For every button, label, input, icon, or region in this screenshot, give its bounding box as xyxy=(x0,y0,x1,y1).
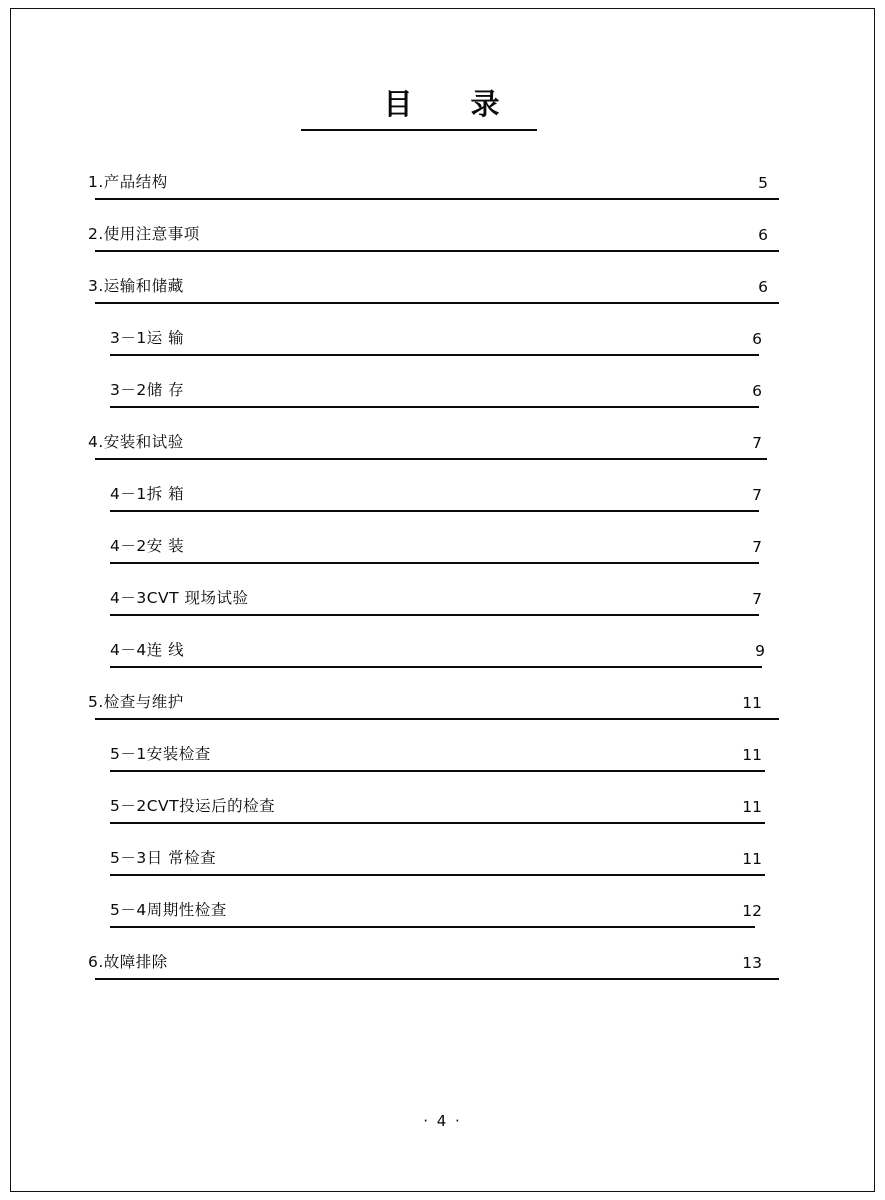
toc-entry-page-number: 5 xyxy=(758,174,768,192)
toc-entry-label: 5－1安装检查 xyxy=(110,745,211,763)
toc-entry-rule xyxy=(110,562,759,564)
toc-entry-label: 5－3日 常检查 xyxy=(110,849,217,867)
toc-entry-rule xyxy=(110,926,755,928)
toc-entry[interactable] xyxy=(0,620,885,672)
toc-entry-rule xyxy=(95,458,767,460)
table-of-contents xyxy=(0,152,885,984)
toc-entry[interactable] xyxy=(0,880,885,932)
toc-entry[interactable] xyxy=(0,516,885,568)
toc-entry[interactable] xyxy=(0,932,885,984)
toc-entry-rule xyxy=(95,198,779,200)
toc-entry[interactable] xyxy=(0,256,885,308)
toc-entry-page-number: 7 xyxy=(752,590,762,608)
toc-entry-page-number: 13 xyxy=(742,954,762,972)
toc-entry-page-number: 9 xyxy=(755,642,765,660)
toc-entry-label: 2.使用注意事项 xyxy=(88,225,200,243)
toc-entry[interactable] xyxy=(0,412,885,464)
toc-entry-rule xyxy=(110,354,759,356)
toc-entry-page-number: 6 xyxy=(752,382,762,400)
title-char-1: 目 xyxy=(383,87,415,121)
toc-entry-label: 4－2安 装 xyxy=(110,537,185,555)
toc-entry-page-number: 11 xyxy=(742,850,762,868)
toc-entry-rule xyxy=(95,978,779,980)
toc-entry-label: 3－2储 存 xyxy=(110,381,185,399)
toc-entry-page-number: 7 xyxy=(752,434,762,452)
toc-entry-rule xyxy=(110,770,765,772)
toc-entry-rule xyxy=(110,614,759,616)
toc-entry-label: 4－1拆 箱 xyxy=(110,485,185,503)
toc-entry-page-number: 12 xyxy=(742,902,762,920)
toc-entry[interactable] xyxy=(0,204,885,256)
toc-entry-label: 3－1运 输 xyxy=(110,329,185,347)
toc-entry[interactable] xyxy=(0,464,885,516)
toc-entry[interactable] xyxy=(0,672,885,724)
toc-entry-rule xyxy=(95,302,779,304)
toc-entry-label: 4.安装和试验 xyxy=(88,433,184,451)
toc-entry-rule xyxy=(95,250,779,252)
toc-entry-rule xyxy=(110,822,765,824)
toc-entry-label: 5.检查与维护 xyxy=(88,693,184,711)
toc-entry-label: 3.运输和储藏 xyxy=(88,277,184,295)
toc-entry-page-number: 11 xyxy=(742,694,762,712)
toc-entry-rule xyxy=(110,510,759,512)
toc-entry-label: 4－3CVT 现场试验 xyxy=(110,589,249,607)
toc-entry-rule xyxy=(95,718,779,720)
toc-entry-page-number: 6 xyxy=(758,226,768,244)
toc-entry-page-number: 6 xyxy=(758,278,768,296)
title-char-2: 录 xyxy=(470,87,502,121)
toc-entry-page-number: 7 xyxy=(752,486,762,504)
toc-entry-label: 1.产品结构 xyxy=(88,173,168,191)
toc-entry-rule xyxy=(110,666,762,668)
toc-entry[interactable] xyxy=(0,776,885,828)
toc-entry[interactable] xyxy=(0,152,885,204)
toc-entry[interactable] xyxy=(0,360,885,412)
toc-entry[interactable] xyxy=(0,308,885,360)
toc-entry-label: 5－4周期性检查 xyxy=(110,901,227,919)
page-number-footer: · 4 · xyxy=(423,1112,462,1130)
toc-entry-page-number: 6 xyxy=(752,330,762,348)
toc-entry[interactable] xyxy=(0,568,885,620)
toc-entry-label: 4－4连 线 xyxy=(110,641,185,659)
toc-entry-page-number: 7 xyxy=(752,538,762,556)
title-underline xyxy=(301,129,537,131)
toc-entry[interactable] xyxy=(0,828,885,880)
toc-entry-rule xyxy=(110,406,759,408)
toc-entry-rule xyxy=(110,874,765,876)
toc-entry-page-number: 11 xyxy=(742,746,762,764)
toc-entry-label: 5－2CVT投运后的检查 xyxy=(110,797,276,815)
page-title xyxy=(0,82,885,123)
toc-entry-page-number: 11 xyxy=(742,798,762,816)
toc-entry[interactable] xyxy=(0,724,885,776)
toc-entry-label: 6.故障排除 xyxy=(88,953,168,971)
